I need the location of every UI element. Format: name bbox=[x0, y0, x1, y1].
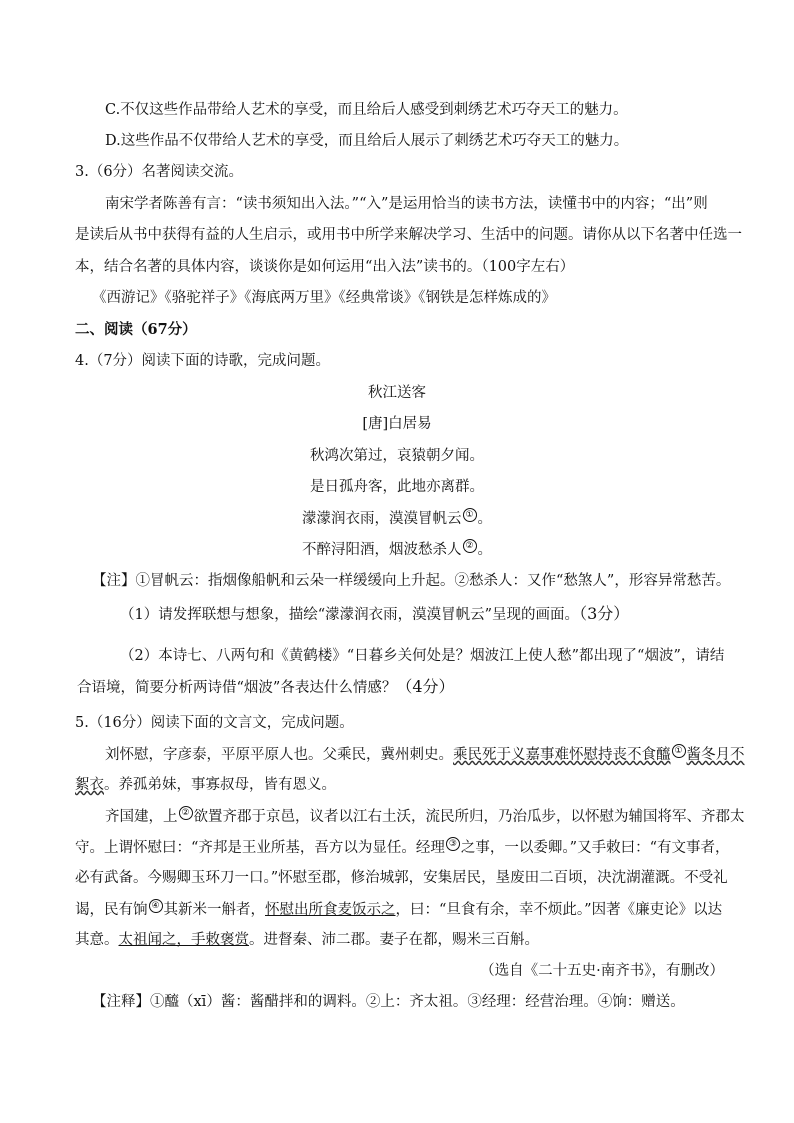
text: ，曰：“旦食有余，幸不烦此。”因著《廉吏论》以达 bbox=[395, 901, 723, 918]
question-3-para-line-3: 本，结合名著的具体内容，谈谈你是如何运用“出入法”读书的。（100字左右） bbox=[75, 259, 575, 275]
sub-question-2-line-2 bbox=[77, 677, 734, 698]
text: 刘怀慰，字彦泰，平原平原人也。父乘民，冀州刺史。 bbox=[105, 746, 453, 763]
underlined-sentence: 太祖闻之，手敕褒赏 bbox=[118, 932, 249, 948]
sub-question-2-line-1: （2）本诗七、八两句和《黄鹤楼》“日暮乡关何处是？烟波江上使人愁”都出现了“烟波”，请结 bbox=[120, 648, 725, 664]
source-citation: （选自《二十五史·南齐书》，有删改） bbox=[480, 963, 724, 979]
sub-question-2-points: （4分） bbox=[396, 677, 455, 696]
wavy-underlined-sentence-cont: 酱冬月不 bbox=[686, 746, 745, 763]
question-3-heading: 3.（6分）名著阅读交流。 bbox=[75, 164, 244, 180]
question-4-heading: 4.（7分）阅读下面的诗歌，完成问题。 bbox=[75, 353, 331, 369]
option-c: C.不仅这些作品带给人艺术的享受，而且给后人感受到刺绣艺术巧夺天工的魅力。 bbox=[105, 102, 628, 118]
sub-question-1-points: （3分） bbox=[579, 604, 630, 623]
text: 之事，一以委卿。”又手敕曰：“有文事者， bbox=[460, 839, 730, 856]
text: 其意。 bbox=[75, 932, 119, 948]
classical-text-line-1 bbox=[105, 744, 745, 765]
question-5-heading: 5.（16分）阅读下面的文言文，完成问题。 bbox=[75, 715, 354, 731]
classical-text-line-3 bbox=[105, 806, 745, 827]
poem-line-4-text: 不醉浔阳酒，烟波愁杀人 bbox=[302, 541, 462, 558]
footnote-marker: ② bbox=[179, 806, 193, 820]
sub-question-1-text: （1）请发挥联想与想象，描绘“濛濛润衣雨，漠漠冒帆云”呈现的画面。 bbox=[120, 607, 580, 623]
footnote-marker: ② bbox=[463, 539, 477, 553]
poem-author: [唐]白居易 bbox=[362, 416, 432, 432]
classical-text-line-7 bbox=[75, 930, 734, 950]
classical-text-line-2 bbox=[75, 775, 734, 795]
underlined-sentence: 怀慰出所食麦饭示之 bbox=[265, 901, 396, 918]
book-list: 《西游记》《骆驼祥子》《海底两万里》《经典常谈》《钢铁是怎样炼成的》 bbox=[92, 290, 556, 306]
text: 齐国建，上 bbox=[105, 808, 178, 825]
text: 守。上谓怀慰曰：“齐邦是王业所基，吾方以为显任。经理 bbox=[75, 839, 445, 856]
text: 。进督秦、沛二郡。妻子在都，赐米三百斛。 bbox=[249, 932, 539, 948]
poem-note: 【注】①冒帆云：指烟像船帆和云朵一样缓缓向上升起。②愁杀人：又作“愁煞人”，形容异常愁苦。 bbox=[92, 573, 731, 589]
question-3-para-line-1: 南宋学者陈善有言：“读书须知出入法。”“入”是运用恰当的读书方法，读懂书中的内容；“出”则 bbox=[105, 196, 708, 212]
poem-line-3-end: 。 bbox=[477, 510, 492, 527]
classical-text-line-5: 必有武备。今赐卿玉环刀一口。”怀慰至郡，修治城郭，安集居民，垦废田二百顷，决沈湖灌溉。不受礼 bbox=[75, 870, 728, 886]
poem-line-4 bbox=[0, 539, 794, 560]
wavy-underlined-sentence: 乘民死于义嘉事难怀慰持丧不食醯 bbox=[453, 746, 671, 763]
text: 谒，民有饷 bbox=[75, 901, 148, 918]
poem-line-1: 秋鸿次第过，哀猿朝夕闻。 bbox=[310, 448, 484, 464]
footnote-marker: ① bbox=[672, 744, 686, 758]
text: 其新米一斛者， bbox=[163, 901, 265, 918]
classical-text-line-6 bbox=[75, 899, 734, 920]
classical-text-notes: 【注释】①醯（xī）酱：酱醋拌和的调料。②上：齐太祖。③经理：经营治理。④饷：赠送。 bbox=[92, 994, 685, 1010]
question-3-para-line-2: 是读后从书中获得有益的人生启示，或用书中所学来解决学习、生活中的问题。请你从以下名著中任选一 bbox=[75, 227, 742, 243]
sub-question-1 bbox=[120, 604, 734, 625]
poem-line-2: 是日孤舟客，此地亦离群。 bbox=[310, 479, 484, 495]
sub-question-2-text: 合语境，简要分析两诗借“烟波”各表达什么情感？ bbox=[77, 680, 397, 696]
poem-line-4-end: 。 bbox=[477, 541, 492, 558]
option-d: D.这些作品不仅带给人艺术的享受，而且给后人展示了刺绣艺术巧夺天工的魅力。 bbox=[105, 133, 629, 149]
text: 。养孤弟妹，事寡叔母，皆有恩义。 bbox=[104, 777, 336, 793]
wavy-underlined-sentence-end: 絮衣 bbox=[75, 777, 104, 793]
classical-text-line-4 bbox=[75, 837, 734, 858]
poem-line-3-text: 濛濛润衣雨，漠漠冒帆云 bbox=[302, 510, 462, 527]
poem-line-3 bbox=[0, 508, 794, 529]
text: 欲置齐郡于京邑，议者以江右土沃，流民所归，乃治瓜步，以怀慰为辅国将军、齐郡太 bbox=[193, 808, 745, 825]
poem-title: 秋江送客 bbox=[368, 385, 426, 401]
footnote-marker: ③ bbox=[446, 837, 460, 851]
section-heading: 二、阅读（67分） bbox=[75, 321, 197, 338]
footnote-marker: ④ bbox=[149, 899, 163, 913]
footnote-marker: ① bbox=[463, 508, 477, 522]
